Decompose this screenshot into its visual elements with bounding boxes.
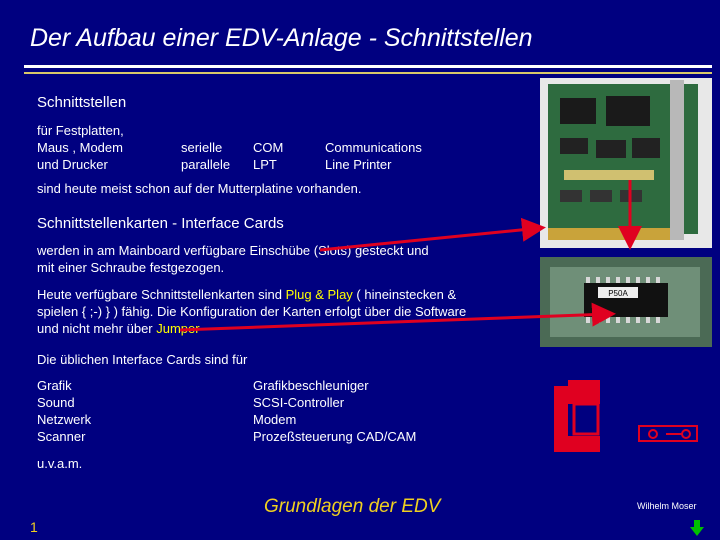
pnp-line-2: spielen { ;-) } ) fähig. Die Konfiguration der Karten erfolgt über die Software [37,304,467,319]
section-heading-schnittstellen: Schnittstellen [37,94,127,111]
ports-use-line: und Drucker [37,157,108,172]
card-type: SCSI-Controller [253,395,345,410]
card-type: Scanner [37,429,86,444]
port-meaning: Line Printer [325,157,392,172]
slots-line: werden in am Mainboard verfügbare Einschübe (Slots) gesteckt und [37,243,429,258]
page-number: 1 [30,519,38,535]
card-type: Modem [253,412,297,427]
ports-use-line: Maus , Modem [37,140,123,155]
port-type: parallele [181,157,231,172]
plug-and-play-highlight: Plug & Play [285,287,353,302]
onboard-note: sind heute meist schon auf der Mutterplatine vorhanden. [37,181,362,196]
footer-author: Wilhelm Moser [637,501,697,511]
footer-course-title: Grundlagen der EDV [264,496,441,517]
port-meaning: Communications [325,140,422,155]
port-type: serielle [181,140,223,155]
cards-intro: Die üblichen Interface Cards sind für [37,352,248,367]
slots-line: mit einer Schraube festgezogen. [37,260,225,275]
pnp-text: Heute verfügbare Schnittstellenkarten sind [37,287,286,302]
card-type: Netzwerk [37,412,92,427]
nav-down-arrow-icon[interactable] [690,520,704,536]
arrow-slots [320,228,540,250]
page-title: Der Aufbau einer EDV-Anlage - Schnittstellen [30,24,533,52]
ports-use-line: für Festplatten, [37,123,124,138]
card-type: Sound [37,395,75,410]
connector-icon [638,424,700,444]
slot-bracket-icon [548,378,608,458]
chip-label: P50A [608,289,628,298]
card-type: Prozeßsteuerung CAD/CAM [253,429,417,444]
card-type: Grafik [37,378,72,393]
pnp-text: und nicht mehr über [37,321,157,336]
card-type: Grafikbeschleuniger [253,378,369,393]
section-heading-interface-cards: Schnittstellenkarten - Interface Cards [37,215,284,232]
pnp-text: ( hineinstecken & [352,287,457,302]
etc-text: u.v.a.m. [37,456,83,471]
arrow-jumper [180,314,610,330]
port-abbrev: COM [253,140,284,155]
jumper-highlight: Jumper [156,321,200,336]
port-abbrev: LPT [253,157,277,172]
